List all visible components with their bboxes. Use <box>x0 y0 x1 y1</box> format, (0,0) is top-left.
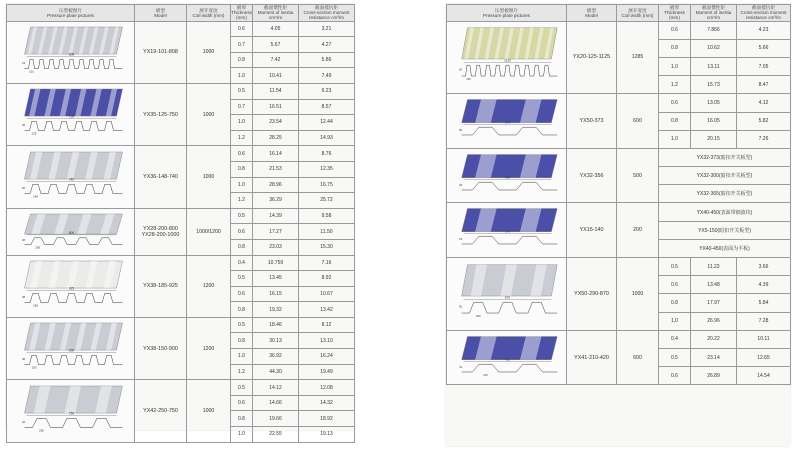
thickness-cell: 1.0 <box>231 349 253 365</box>
moment-cell: 17.27 <box>253 224 299 240</box>
moment-cell: 10.759 <box>253 255 299 271</box>
resistance-cell: 7.16 <box>299 255 355 271</box>
svg-text:150: 150 <box>31 365 37 370</box>
resistance-cell: 15.30 <box>299 239 355 255</box>
resistance-cell: 19.13 <box>299 427 355 443</box>
moment-cell: 5.67 <box>253 37 299 53</box>
model-cell <box>567 94 617 149</box>
svg-text:870: 870 <box>504 295 511 300</box>
profile-drawing <box>448 151 565 201</box>
profile-drawing <box>8 320 133 376</box>
profile-picture-cell <box>447 258 567 331</box>
resistance-cell: 8.12 <box>299 317 355 333</box>
moment-cell: 22.55 <box>253 427 299 443</box>
header-moment: 截面惯性矩 Moment of inertia cm⁴/m <box>253 5 299 22</box>
left-catalog-page <box>6 4 354 438</box>
header-resistance: 截面抵抗矩 Cross-section moment resistance cm³/m <box>737 5 791 22</box>
model-label: YX42-250-750 <box>143 407 178 414</box>
coil-width-cell: 1000/1200 <box>187 208 231 255</box>
thickness-cell: 0.5 <box>659 258 691 276</box>
resistance-cell: 8.92 <box>299 271 355 287</box>
moment-cell: 23.54 <box>253 115 299 131</box>
svg-text:32: 32 <box>459 183 463 187</box>
profile-picture-cell <box>447 148 567 203</box>
moment-cell: 13.11 <box>691 57 737 75</box>
resistance-cell: 6.23 <box>299 83 355 99</box>
moment-cell: 7.42 <box>253 52 299 68</box>
svg-text:250: 250 <box>39 428 44 433</box>
coil-width-cell: 1200 <box>187 255 231 317</box>
resistance-cell: 7.28 <box>737 312 791 330</box>
resistance-cell: 25.72 <box>299 193 355 209</box>
model-cell <box>567 203 617 258</box>
moment-cell: 10.62 <box>691 39 737 57</box>
model-cell <box>135 380 187 442</box>
table-header-row <box>7 5 355 22</box>
variant-note-cell: YX32-365(暗扣开关板型) <box>659 185 791 203</box>
model-label: YX50-373 <box>579 118 604 125</box>
model-label: YX41-210-420 <box>574 354 609 361</box>
table-row <box>447 148 791 166</box>
svg-text:50: 50 <box>459 305 463 309</box>
header-thickness: 板厚 Thickness (mm) <box>231 5 252 21</box>
thickness-cell: 0.8 <box>231 52 253 68</box>
thickness-cell: 1.0 <box>659 312 691 330</box>
thickness-cell: 1.2 <box>231 130 253 146</box>
model-cell <box>135 146 187 208</box>
resistance-cell: 4.39 <box>737 276 791 294</box>
resistance-cell: 13.42 <box>299 302 355 318</box>
model-label: YX38-150-900 <box>143 345 178 352</box>
moment-cell: 16.15 <box>253 286 299 302</box>
variant-note-cell: YX40-450(表面带细波纹) <box>659 203 791 221</box>
moment-cell: 30.13 <box>253 333 299 349</box>
resistance-cell: 5.84 <box>737 294 791 312</box>
thickness-cell: 0.6 <box>659 21 691 39</box>
thickness-cell: 0.6 <box>231 224 253 240</box>
thickness-cell: 0.6 <box>231 21 253 37</box>
moment-cell: 19.66 <box>253 411 299 427</box>
svg-text:420: 420 <box>504 357 511 362</box>
resistance-cell: 12.35 <box>299 161 355 177</box>
moment-cell: 36.92 <box>253 349 299 365</box>
svg-text:28: 28 <box>21 237 26 242</box>
resistance-cell: 12.65 <box>737 348 791 366</box>
model-label: YX36-148-740 <box>143 174 178 181</box>
header-moment: 截面惯性矩 Moment of inertia cm⁴/m <box>691 5 737 22</box>
resistance-cell: 5.82 <box>737 112 791 130</box>
svg-text:125: 125 <box>466 78 471 82</box>
moment-cell: 11.23 <box>691 258 737 276</box>
model-label: YX38-185-925 <box>143 283 178 290</box>
moment-cell: 14.12 <box>253 380 299 396</box>
coil-width-cell: 1200 <box>187 317 231 379</box>
coil-width-cell: 600 <box>617 94 659 149</box>
thickness-cell: 0.5 <box>231 208 253 224</box>
thickness-cell: 0.8 <box>659 39 691 57</box>
thickness-cell: 0.4 <box>231 255 253 271</box>
resistance-cell: 4.12 <box>737 94 791 112</box>
svg-text:19: 19 <box>21 61 26 66</box>
moment-cell: 17.97 <box>691 294 737 312</box>
variant-note-cell: YX32-373(暗扣开关板型) <box>659 148 791 166</box>
profile-drawing <box>8 383 133 439</box>
model-label: YX20-125-1125 <box>572 54 611 61</box>
moment-cell: 16.14 <box>253 146 299 162</box>
header-model: 板型 Model <box>567 5 617 22</box>
profile-picture-cell <box>7 21 135 83</box>
thickness-cell: 0.8 <box>231 333 253 349</box>
svg-text:750: 750 <box>68 115 75 120</box>
profile-picture-cell <box>7 83 135 145</box>
thickness-cell: 0.8 <box>231 161 253 177</box>
resistance-cell: 12.44 <box>299 115 355 131</box>
profile-picture-cell <box>7 317 135 379</box>
svg-text:140: 140 <box>504 229 511 234</box>
resistance-cell: 3.21 <box>299 21 355 37</box>
profile-drawing <box>448 24 565 91</box>
model-cell <box>135 255 187 317</box>
moment-cell: 11.54 <box>253 83 299 99</box>
model-label: YX28-200-800 <box>143 225 178 232</box>
table-row <box>7 380 355 396</box>
coil-width-cell: 200 <box>617 203 659 258</box>
table-row <box>7 208 355 224</box>
svg-text:101: 101 <box>29 69 34 74</box>
model-cell <box>135 83 187 145</box>
resistance-cell: 13.10 <box>299 333 355 349</box>
moment-cell: 20.22 <box>691 330 737 348</box>
svg-text:900: 900 <box>68 348 75 353</box>
coil-width-cell: 1000 <box>187 146 231 208</box>
variant-note-cell: YX40-450(表面为平板) <box>659 239 791 257</box>
thickness-cell: 1.2 <box>659 76 691 94</box>
thickness-cell: 1.0 <box>659 130 691 148</box>
model-label: YX35-125-750 <box>143 111 178 118</box>
svg-text:38: 38 <box>21 294 26 299</box>
thickness-cell: 0.5 <box>231 380 253 396</box>
profile-drawing <box>448 96 565 146</box>
thickness-cell: 1.2 <box>231 364 253 380</box>
thickness-cell: 0.6 <box>231 286 253 302</box>
svg-text:1125: 1125 <box>504 58 511 63</box>
moment-cell: 14.39 <box>253 208 299 224</box>
moment-cell: 10.41 <box>253 68 299 84</box>
moment-cell: 44.30 <box>253 364 299 380</box>
thickness-cell: 0.8 <box>659 294 691 312</box>
thickness-cell: 1.0 <box>231 177 253 193</box>
header-resistance: 截面抵抗矩 Cross-section moment resistance cm³/m <box>299 5 355 22</box>
model-cell <box>567 258 617 331</box>
coil-width-cell: 1000 <box>617 258 659 331</box>
thickness-cell: 1.0 <box>231 115 253 131</box>
model-label: YX15-140 <box>579 227 604 234</box>
svg-text:148: 148 <box>33 194 38 199</box>
profile-drawing <box>448 333 565 383</box>
header-pictures: 压型板图片 Pressure plate pictures <box>447 5 567 22</box>
svg-text:800: 800 <box>68 230 75 235</box>
moment-cell: 13.48 <box>691 276 737 294</box>
profile-drawing <box>448 261 565 328</box>
thickness-cell: 1.2 <box>231 193 253 209</box>
resistance-cell: 8.57 <box>299 99 355 115</box>
moment-cell: 15.73 <box>691 76 737 94</box>
moment-cell: 36.29 <box>253 193 299 209</box>
svg-text:35: 35 <box>21 123 26 128</box>
resistance-cell: 18.92 <box>299 411 355 427</box>
resistance-cell: 11.50 <box>299 224 355 240</box>
svg-text:373: 373 <box>504 120 511 125</box>
model-label: YX32-356 <box>579 172 604 179</box>
thickness-cell: 0.5 <box>231 317 253 333</box>
coil-width-cell: 500 <box>617 148 659 203</box>
header-model: 板型 Model <box>135 5 187 22</box>
header-coil-width: 展开宽度 Coil width (mm) <box>617 5 659 22</box>
thickness-cell: 0.5 <box>231 271 253 287</box>
thickness-cell: 0.6 <box>659 276 691 294</box>
model-label: YX50-290-870 <box>574 290 609 297</box>
thickness-cell: 0.7 <box>231 99 253 115</box>
profile-picture-cell <box>447 330 567 385</box>
svg-text:36: 36 <box>21 185 26 190</box>
model-label: YX28-200-1000 <box>141 231 180 238</box>
svg-text:925: 925 <box>68 286 75 291</box>
resistance-cell: 19.49 <box>299 364 355 380</box>
moment-cell: 20.15 <box>691 130 737 148</box>
model-cell <box>135 317 187 379</box>
resistance-cell: 12.08 <box>299 380 355 396</box>
profile-drawing <box>8 24 133 80</box>
header-pictures: 压型板图片 Pressure plate pictures <box>7 5 135 22</box>
svg-text:20: 20 <box>459 68 463 72</box>
moment-cell: 26.89 <box>691 367 737 385</box>
moment-cell: 4.05 <box>253 21 299 37</box>
resistance-cell: 9.58 <box>299 208 355 224</box>
svg-text:290: 290 <box>475 314 481 318</box>
resistance-cell: 7.26 <box>737 130 791 148</box>
resistance-cell: 3.66 <box>737 258 791 276</box>
resistance-cell: 14.93 <box>299 130 355 146</box>
thickness-cell: 0.8 <box>231 239 253 255</box>
table-row <box>7 255 355 271</box>
moment-cell: 19.32 <box>253 302 299 318</box>
table-row <box>447 330 791 348</box>
header-thickness: 板厚 Thickness (mm) <box>659 5 691 22</box>
right-catalog-page <box>446 4 790 446</box>
svg-text:356: 356 <box>504 175 511 180</box>
svg-text:125: 125 <box>31 132 37 137</box>
profile-picture-cell <box>7 208 135 255</box>
moment-cell: 21.53 <box>253 161 299 177</box>
moment-cell: 26.96 <box>691 312 737 330</box>
table-row <box>447 203 791 221</box>
thickness-cell: 0.6 <box>231 146 253 162</box>
svg-text:38: 38 <box>21 357 26 362</box>
profile-drawing <box>8 211 133 253</box>
coil-width-cell: 600 <box>617 330 659 385</box>
coil-width-cell: 1285 <box>617 21 659 94</box>
svg-text:200: 200 <box>35 245 41 250</box>
resistance-cell: 4.27 <box>299 37 355 53</box>
variant-note-cell: YX32-300(暗扣开关板型) <box>659 167 791 185</box>
profile-picture-cell <box>7 255 135 317</box>
moment-cell: 16.05 <box>691 112 737 130</box>
table-row <box>7 317 355 333</box>
thickness-cell: 0.6 <box>231 395 253 411</box>
resistance-cell: 10.11 <box>737 330 791 348</box>
table-row <box>447 258 791 276</box>
model-cell <box>567 148 617 203</box>
moment-cell: 13.05 <box>691 94 737 112</box>
moment-cell: 13.45 <box>253 271 299 287</box>
table-header-row <box>447 5 791 22</box>
svg-text:185: 185 <box>33 303 38 308</box>
moment-cell: 28.25 <box>253 130 299 146</box>
svg-text:808: 808 <box>68 52 75 57</box>
profile-drawing <box>448 205 565 255</box>
svg-text:740: 740 <box>68 177 75 182</box>
moment-cell: 23.03 <box>253 239 299 255</box>
coil-width-cell: 1000 <box>187 380 231 442</box>
moment-cell: 14.66 <box>253 395 299 411</box>
moment-cell: 23.14 <box>691 348 737 366</box>
profile-picture-cell <box>447 203 567 258</box>
model-cell <box>135 208 187 255</box>
resistance-cell: 10.67 <box>299 286 355 302</box>
resistance-cell: 8.47 <box>737 76 791 94</box>
profile-drawing <box>8 86 133 142</box>
svg-text:50: 50 <box>459 129 463 133</box>
header-coil-width: 展开宽度 Coil width (mm) <box>187 5 231 22</box>
profile-picture-cell <box>447 94 567 149</box>
coil-width-cell: 1000 <box>187 83 231 145</box>
thickness-cell: 0.8 <box>231 411 253 427</box>
resistance-cell: 5.66 <box>737 39 791 57</box>
profile-drawing <box>8 149 133 205</box>
thickness-cell: 0.5 <box>659 348 691 366</box>
thickness-cell: 0.4 <box>659 330 691 348</box>
thickness-cell: 0.5 <box>231 83 253 99</box>
model-cell <box>567 21 617 94</box>
thickness-cell: 0.6 <box>659 367 691 385</box>
model-cell <box>567 330 617 385</box>
svg-text:41: 41 <box>459 365 463 369</box>
resistance-cell: 16.75 <box>299 177 355 193</box>
svg-text:210: 210 <box>483 373 488 377</box>
profile-drawing <box>8 258 133 314</box>
resistance-cell: 14.32 <box>299 395 355 411</box>
resistance-cell: 4.23 <box>737 21 791 39</box>
thickness-cell: 1.0 <box>231 427 253 443</box>
table-row <box>7 21 355 37</box>
thickness-cell: 1.0 <box>659 57 691 75</box>
svg-text:42: 42 <box>21 419 26 424</box>
moment-cell: 16.51 <box>253 99 299 115</box>
variant-note-cell: YX5-150(暗扣开关板型) <box>659 221 791 239</box>
model-label: YX19-101-808 <box>143 49 178 56</box>
thickness-cell: 0.6 <box>659 94 691 112</box>
resistance-cell: 7.05 <box>737 57 791 75</box>
right-spec-table <box>446 4 791 385</box>
thickness-cell: 0.8 <box>231 302 253 318</box>
resistance-cell: 16.24 <box>299 349 355 365</box>
moment-cell: 28.96 <box>253 177 299 193</box>
left-spec-table <box>6 4 355 443</box>
thickness-cell: 0.7 <box>231 37 253 53</box>
table-row <box>447 94 791 112</box>
profile-picture-cell <box>7 146 135 208</box>
resistance-cell: 8.76 <box>299 146 355 162</box>
resistance-cell: 5.86 <box>299 52 355 68</box>
thickness-cell: 0.8 <box>659 112 691 130</box>
svg-text:750: 750 <box>68 411 75 416</box>
profile-picture-cell <box>447 21 567 94</box>
moment-cell: 18.46 <box>253 317 299 333</box>
moment-cell: 7.866 <box>691 21 737 39</box>
model-cell <box>135 21 187 83</box>
table-row <box>7 83 355 99</box>
resistance-cell: 14.54 <box>737 367 791 385</box>
table-row <box>447 21 791 39</box>
profile-picture-cell <box>7 380 135 442</box>
coil-width-cell: 1000 <box>187 21 231 83</box>
thickness-cell: 1.0 <box>231 68 253 84</box>
resistance-cell: 7.49 <box>299 68 355 84</box>
table-row <box>7 146 355 162</box>
svg-text:15: 15 <box>459 238 463 242</box>
